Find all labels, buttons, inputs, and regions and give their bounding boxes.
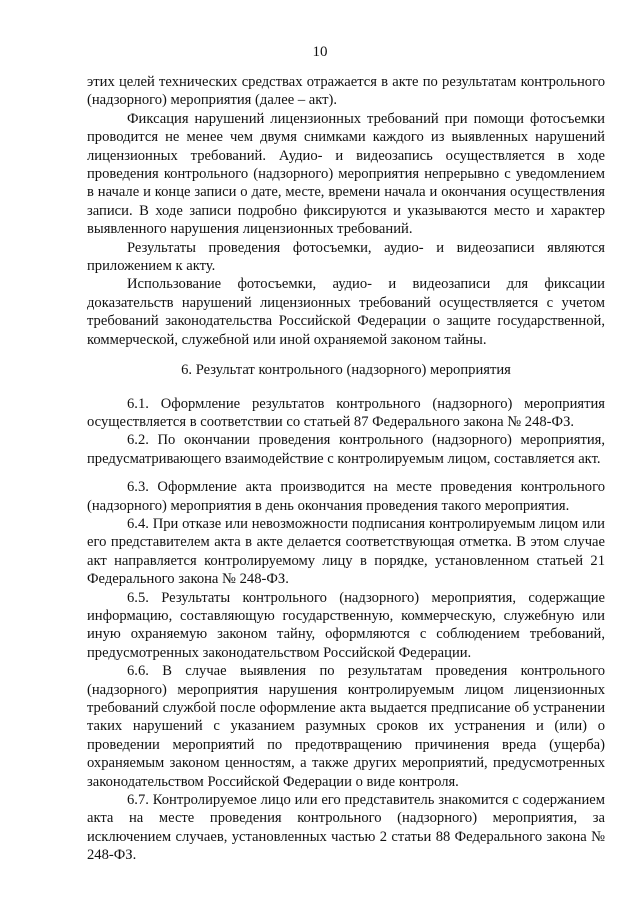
clause-6-1: 6.1. Оформление результатов контрольного (надзорного) мероприятия осуществляется в соответствии со статьей 87 Федерального закона № 248-ФЗ. — [87, 395, 605, 430]
clause-6-5: 6.5. Результаты контрольного (надзорного) мероприятия, содержащие информацию, составляющую государственную, коммерческую, служебную или иную охраняемую законом тайну, оформляются с соблюдением требований, предусмотренных законодательством Российской Федерации. — [87, 589, 605, 661]
clause-6-4: 6.4. При отказе или невозможности подписания контролируемым лицом или его представителем акта в акте делается соответствующая отметка. В этом случае акт направляется контролируемому лицу в порядке, установленном статьей 21 Федерального закона № 248-ФЗ. — [87, 515, 605, 588]
paragraph-evidence-usage: Использование фотосъемки, аудио- и видеозаписи для фиксации доказательств нарушений лицензионных требований осуществляется с учетом требований законодательства Российской Федерации о защите государственной, коммерческой, служебной или иной охраняемой законом тайны. — [87, 276, 605, 348]
document-body — [87, 73, 605, 865]
paragraph-photo-fixation: Фиксация нарушений лицензионных требований при помощи фотосъемки проводится не менее чем двумя снимками каждого из выявленных нарушений лицензионных требований. Аудио- и видеозапись осуществляется в ходе проведения контрольного (надзорного) мероприятия непрерывно с уведомлением в начале и конце записи о дате, месте, времени начала и окончания осуществления записи. В ходе записи подробно фиксируются и указываются место и характер выявленного нарушения лицензионных требований. — [87, 110, 605, 238]
page-number: 10 — [312, 44, 328, 60]
paragraph-results-appendix: Результаты проведения фотосъемки, аудио- и видеозаписи являются приложением к акту. — [87, 239, 605, 275]
clause-6-6: 6.6. В случае выявления по результатам проведения контрольного (надзорного) мероприятия нарушения контролируемым лицом лицензионных требований службой после оформление акта выдается предписание об устранении таких нарушений с указанием разумных сроков их устранения и (или) о проведении мероприятий по предотвращению причинения вреда (ущерба) охраняемым законом ценностям, а также других мероприятий, предусмотренных законодательством Российской Федерации о виде контроля. — [87, 663, 605, 790]
section-heading: 6. Результат контрольного (надзорного) мероприятия — [181, 362, 511, 379]
clause-6-7: 6.7. Контролируемое лицо или его представитель знакомится с содержанием акта на месте проведения контрольного (надзорного) мероприятия, за исключением случаев, установленных частью 2 статьи 88 Федерального закона № 248-ФЗ. — [87, 792, 605, 864]
clause-6-2: 6.2. По окончании проведения контрольного (надзорного) мероприятия, предусматривающего взаимодействие с контролируемым лицом, составляется акт. — [87, 432, 605, 467]
clause-6-3: 6.3. Оформление акта производится на месте проведения контрольного (надзорного) мероприятия в день окончания проведения такого мероприятия. — [87, 479, 605, 514]
spacer — [87, 468, 605, 478]
paragraph-continuation: этих целей технических средствах отражается в акте по результатам контрольного (надзорного) мероприятия (далее – акт). — [87, 74, 605, 109]
